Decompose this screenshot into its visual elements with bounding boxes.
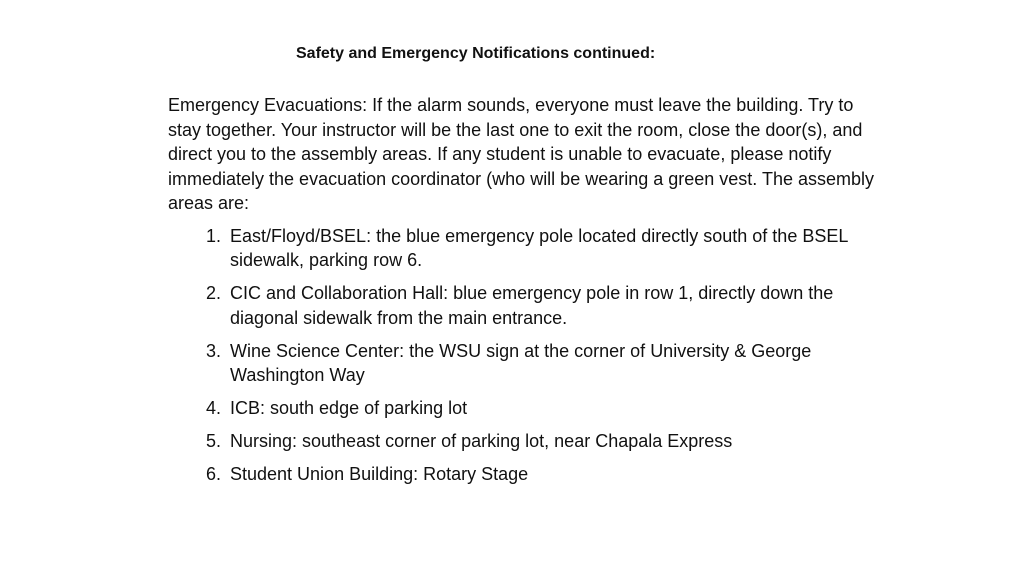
- assembly-areas-list: [168, 224, 880, 487]
- evacuation-intro: Emergency Evacuations: If the alarm sounds, everyone must leave the building. Try to stay together. Your instructor will be the last one to exit the room, close the door(s), and direct you to the assembly areas. If any student is unable to evacuate, please notify immediately the evacuation coordinator (who will be wearing a green vest. The assembly areas are:: [168, 95, 875, 213]
- list-item-text: Student Union Building: Rotary Stage: [230, 464, 529, 484]
- list-item-number: 3.: [206, 340, 222, 361]
- slide-title: Safety and Emergency Notifications continued:: [296, 45, 656, 62]
- list-item-text: East/Floyd/BSEL: the blue emergency pole located directly south of the BSEL sidewalk, parking row 6.: [230, 225, 848, 270]
- list-item-number: 2.: [206, 283, 222, 303]
- list-item: [168, 224, 880, 273]
- list-item-text: CIC and Collaboration Hall: blue emergency pole in row 1, directly down the diagonal sidewalk from the main entrance.: [230, 283, 834, 328]
- list-item-text: Wine Science Center: the WSU sign at the corner of University & George Washington Way: [230, 340, 812, 385]
- list-item: [168, 462, 880, 487]
- list-item-number: 6.: [206, 464, 222, 484]
- list-item: [168, 339, 880, 388]
- list-item-text: ICB: south edge of parking lot: [230, 398, 468, 418]
- list-item: [168, 396, 880, 421]
- list-item-number: 5.: [206, 431, 222, 451]
- slide-body: [168, 93, 880, 495]
- list-item: [168, 429, 880, 454]
- list-item-number: 4.: [206, 398, 222, 418]
- list-item-number: 1.: [206, 225, 222, 246]
- list-item-text: Nursing: southeast corner of parking lot, near Chapala Express: [230, 431, 733, 451]
- list-item: [168, 281, 880, 330]
